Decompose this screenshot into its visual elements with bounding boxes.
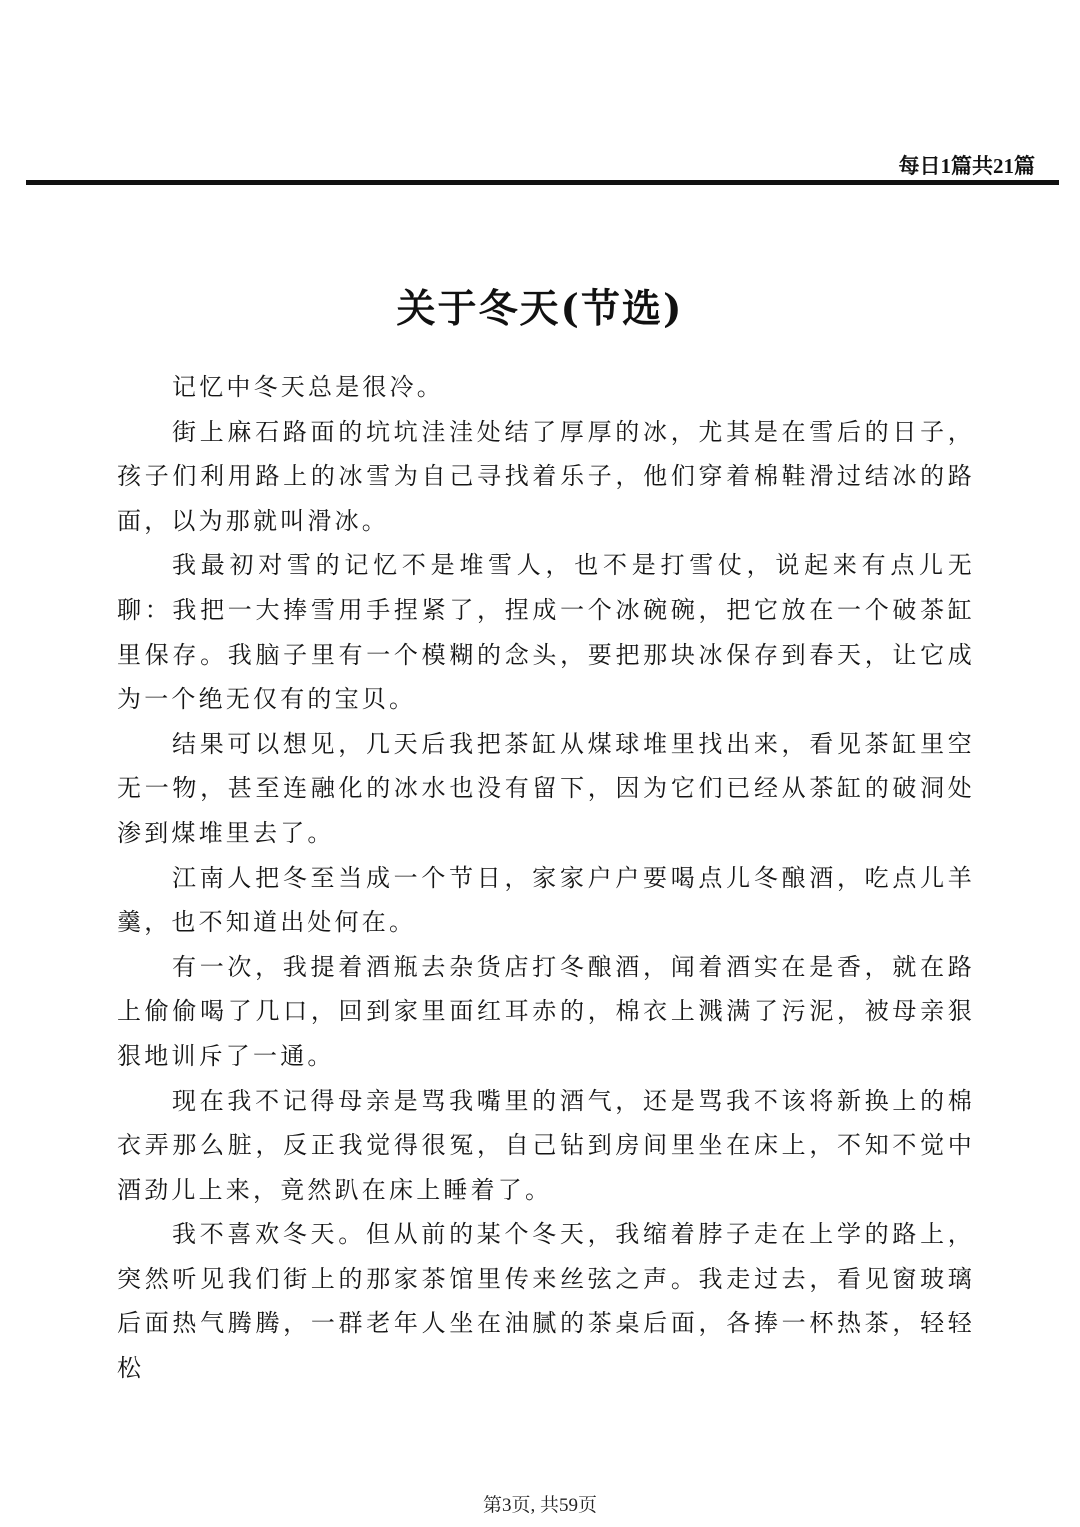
- series-label: 每日1篇共21篇: [898, 154, 1035, 178]
- article-title: 关于冬天(节选): [396, 286, 684, 332]
- paragraph: 街上麻石路面的坑坑洼洼处结了厚厚的冰，尤其是在雪后的日子，孩子们利用路上的冰雪为自己寻找着乐子，他们穿着棉鞋滑过结冰的路面，以为那就叫滑冰。: [117, 417, 975, 535]
- article-body: [117, 365, 975, 1391]
- paragraph: 我不喜欢冬天。但从前的某个冬天，我缩着脖子走在上学的路上，突然听见我们街上的那家茶馆里传来丝弦之声。我走过去，看见窗玻璃后面热气腾腾，一群老年人坐在油腻的茶桌后面，各捧一杯热茶，轻轻松: [117, 1220, 975, 1383]
- paragraph: 现在我不记得母亲是骂我嘴里的酒气，还是骂我不该将新换上的棉衣弄那么脏，反正我觉得很冤，自己钻到房间里坐在床上，不知不觉中酒劲儿上来，竟然趴在床上睡着了。: [117, 1086, 975, 1204]
- page-number: 第3页, 共59页: [482, 1495, 597, 1516]
- paragraph: 江南人把冬至当成一个节日，家家户户要喝点儿冬酿酒，吃点儿羊羹，也不知道出处何在。: [117, 863, 975, 937]
- paragraph: 结果可以想见，几天后我把茶缸从煤球堆里找出来，看见茶缸里空无一物，甚至连融化的冰水也没有留下，因为它们已经从茶缸的破洞处渗到煤堆里去了。: [117, 729, 975, 847]
- header-divider: [26, 180, 1059, 185]
- paragraph: 记忆中冬天总是很冷。: [172, 373, 444, 401]
- paragraph: 有一次，我提着酒瓶去杂货店打冬酿酒，闻着酒实在是香，就在路上偷偷喝了几口，回到家里面红耳赤的，棉衣上溅满了污泥，被母亲狠狠地训斥了一通。: [117, 952, 975, 1070]
- paragraph: 我最初对雪的记忆不是堆雪人，也不是打雪仗，说起来有点儿无聊：我把一大捧雪用手捏紧了，捏成一个冰碗碗，把它放在一个破茶缸里保存。我脑子里有一个模糊的念头，要把那块冰保存到春天，让它成为一个绝无仅有的宝贝。: [117, 551, 975, 714]
